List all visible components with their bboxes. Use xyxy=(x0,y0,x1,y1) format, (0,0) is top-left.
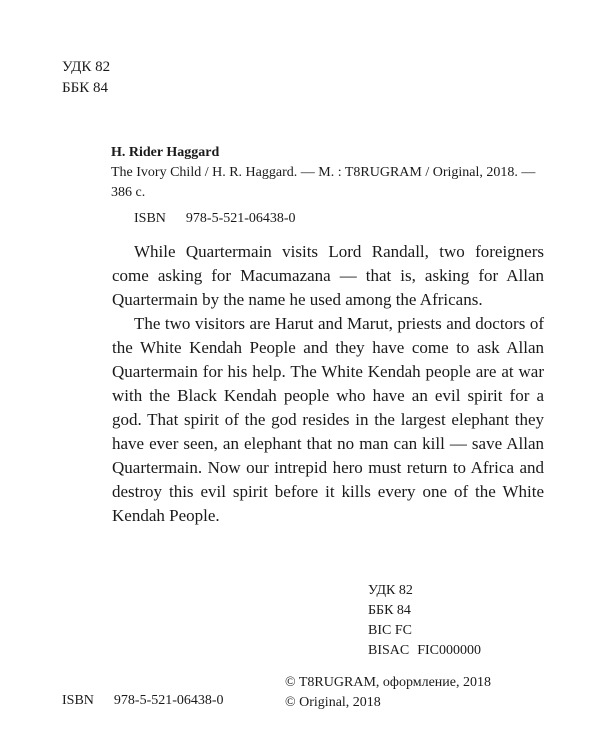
isbn-top xyxy=(134,211,296,227)
bisac-code-line xyxy=(368,641,481,661)
isbn-label: ISBN xyxy=(62,693,94,708)
udk-code: УДК 82 xyxy=(368,583,413,598)
author-name: H. Rider Haggard xyxy=(111,145,220,160)
isbn-label: ISBN xyxy=(134,211,166,226)
classification-codes-bottom xyxy=(368,581,481,661)
bibliographic-description: The Ivory Child / H. R. Haggard. — M. : T8RUGRAM / Original, 2018. — 386 c. xyxy=(111,165,536,200)
copyright-line-original: © Original, 2018 xyxy=(285,695,381,710)
classification-codes-top xyxy=(62,57,110,99)
copyright-notice xyxy=(285,673,491,713)
isbn-number: 978-5-521-06438-0 xyxy=(185,211,296,226)
annotation-paragraph: The two visitors are Harut and Marut, priests and doctors of the White Kendah People and they have come to ask Allan Quartermain for his help. The White Kendah people are at war with the Black Kendah people who have an evil spirit for a god. That spirit of the god resides in the largest elephant they have ever seen, an elephant that no man can kill — save Allan Quartermain. Now our intrepid hero must return to Africa and destroy this evil spirit before it kills every one of the White Kendah People. xyxy=(112,314,544,525)
bbk-code: ББК 84 xyxy=(62,80,108,96)
bic-code: BIC FC xyxy=(368,623,412,638)
bisac-label: BISAC xyxy=(368,643,410,658)
udk-code: УДК 82 xyxy=(62,59,111,75)
bbk-code: ББК 84 xyxy=(368,603,411,618)
isbn-bottom xyxy=(62,693,224,709)
isbn-number: 978-5-521-06438-0 xyxy=(113,693,224,708)
annotation-paragraph: While Quartermain visits Lord Randall, two foreigners come asking for Macumazana — that is, asking for Allan Quartermain by the name he used among the Africans. xyxy=(112,242,544,309)
copyright-line-design: © T8RUGRAM, оформление, 2018 xyxy=(285,675,492,690)
bibliographic-record xyxy=(111,143,541,203)
bisac-code: FIC000000 xyxy=(417,643,482,658)
book-annotation xyxy=(112,240,544,528)
